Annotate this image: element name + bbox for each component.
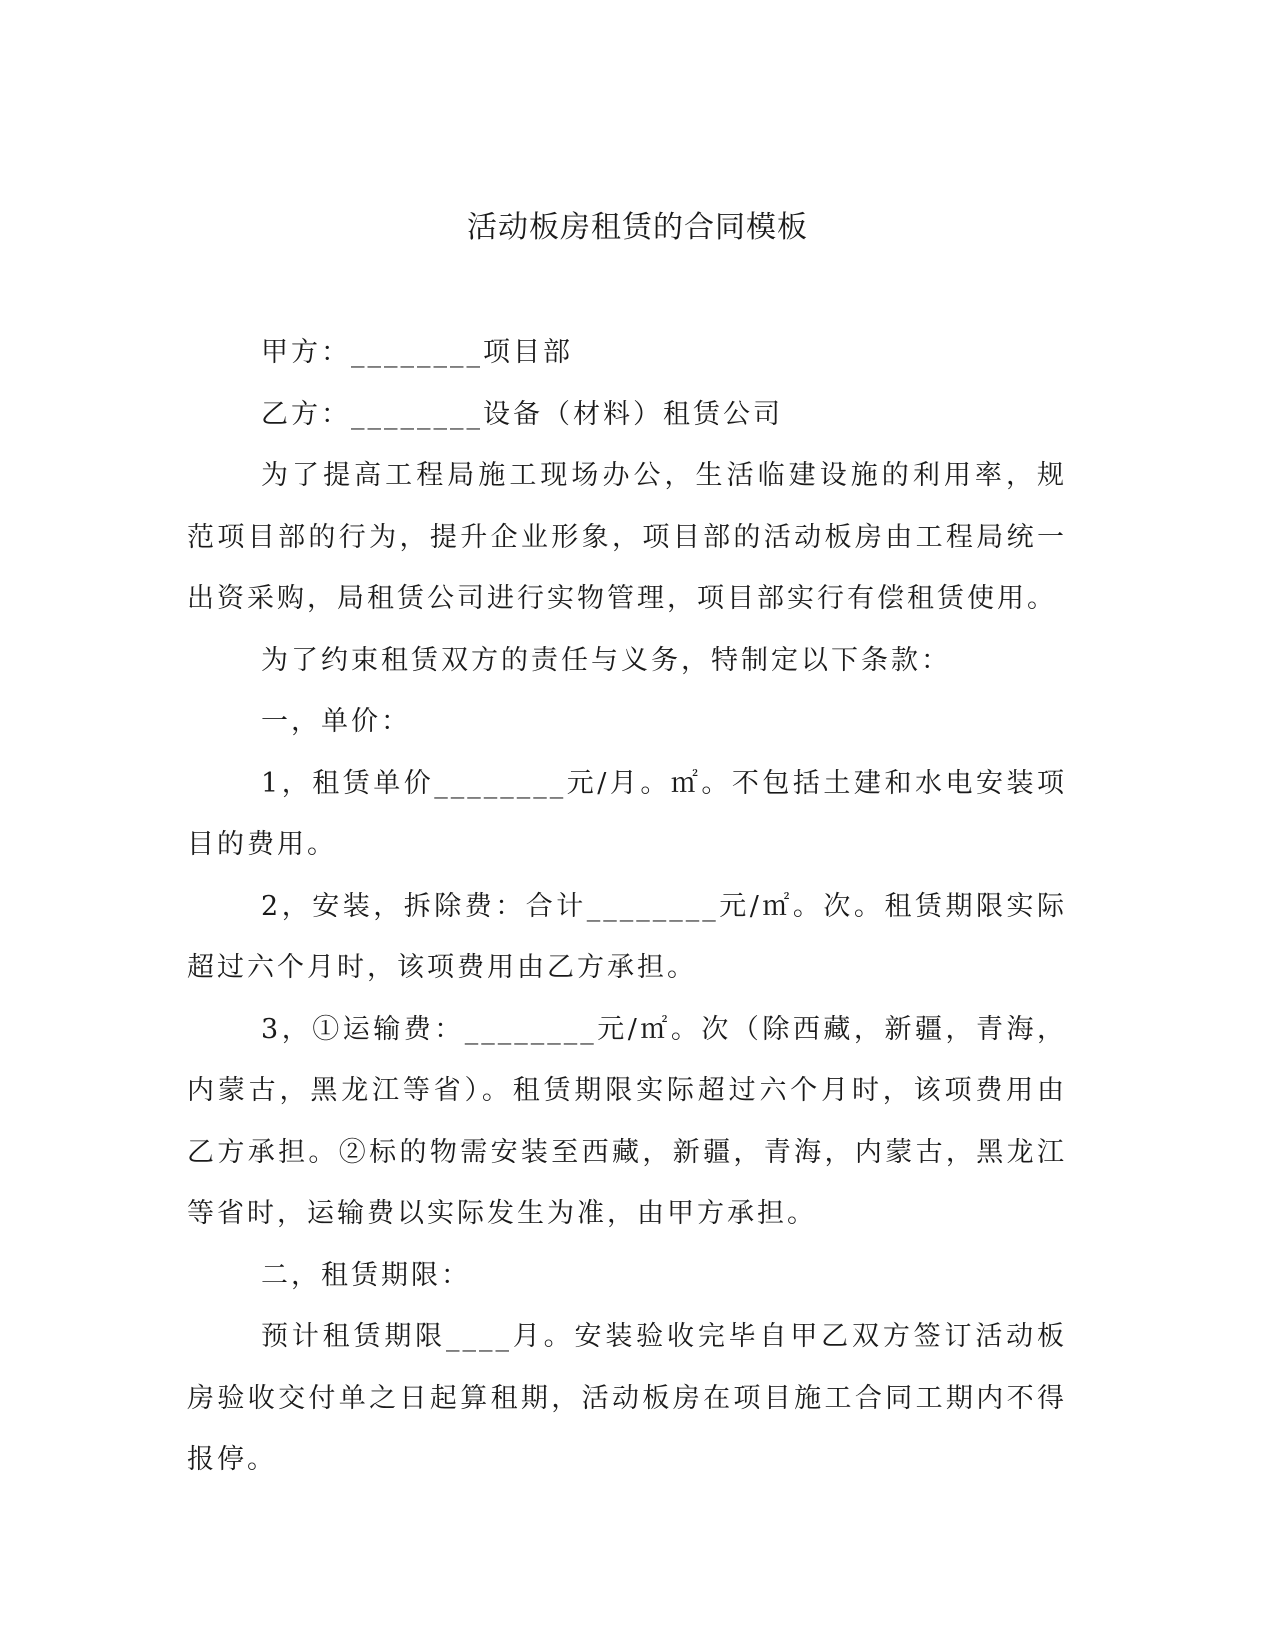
clause-1-rental-price: 1，租赁单价________元/月。㎡。不包括土建和水电安装项目的费用。 — [187, 767, 1067, 860]
clause-3-transport-fee: 3，①运输费：________元/㎡。次（除西藏，新疆，青海，内蒙古，黑龙江等省）。租赁期限实际超过六个月时，该项费用由乙方承担。②标的物需安装至西藏，新疆，青海，内蒙古，黑龙江等省时，运输费以实际发生为准，由甲方承担。 — [187, 1013, 1067, 1229]
document-body — [187, 322, 1067, 1491]
section-heading-unit-price: 一，单价： — [261, 706, 411, 737]
section-heading-lease-term: 二，租赁期限： — [261, 1259, 471, 1291]
purpose-paragraph: 为了提高工程局施工现场办公，生活临建设施的利用率，规范项目部的行为，提升企业形象，项目部的活动板房由工程局统一出资采购，局租赁公司进行实物管理，项目部实行有偿租赁使用。 — [187, 460, 1067, 614]
document-title: 活动板房租赁的合同模板 — [467, 210, 808, 245]
terms-intro-paragraph: 为了约束租赁双方的责任与义务，特制定以下条款： — [261, 644, 951, 676]
party-b-line: 乙方：________设备（材料）租赁公司 — [261, 398, 783, 430]
lease-term-paragraph: 预计租赁期限____月。安装验收完毕自甲乙双方签订活动板房验收交付单之日起算租期，活动板房在项目施工合同工期内不得报停。 — [187, 1321, 1067, 1475]
party-a-line: 甲方：________项目部 — [261, 337, 573, 368]
clause-2-install-fee: 2，安装，拆除费：合计________元/㎡。次。租赁期限实际超过六个月时，该项费用由乙方承担。 — [187, 890, 1067, 983]
